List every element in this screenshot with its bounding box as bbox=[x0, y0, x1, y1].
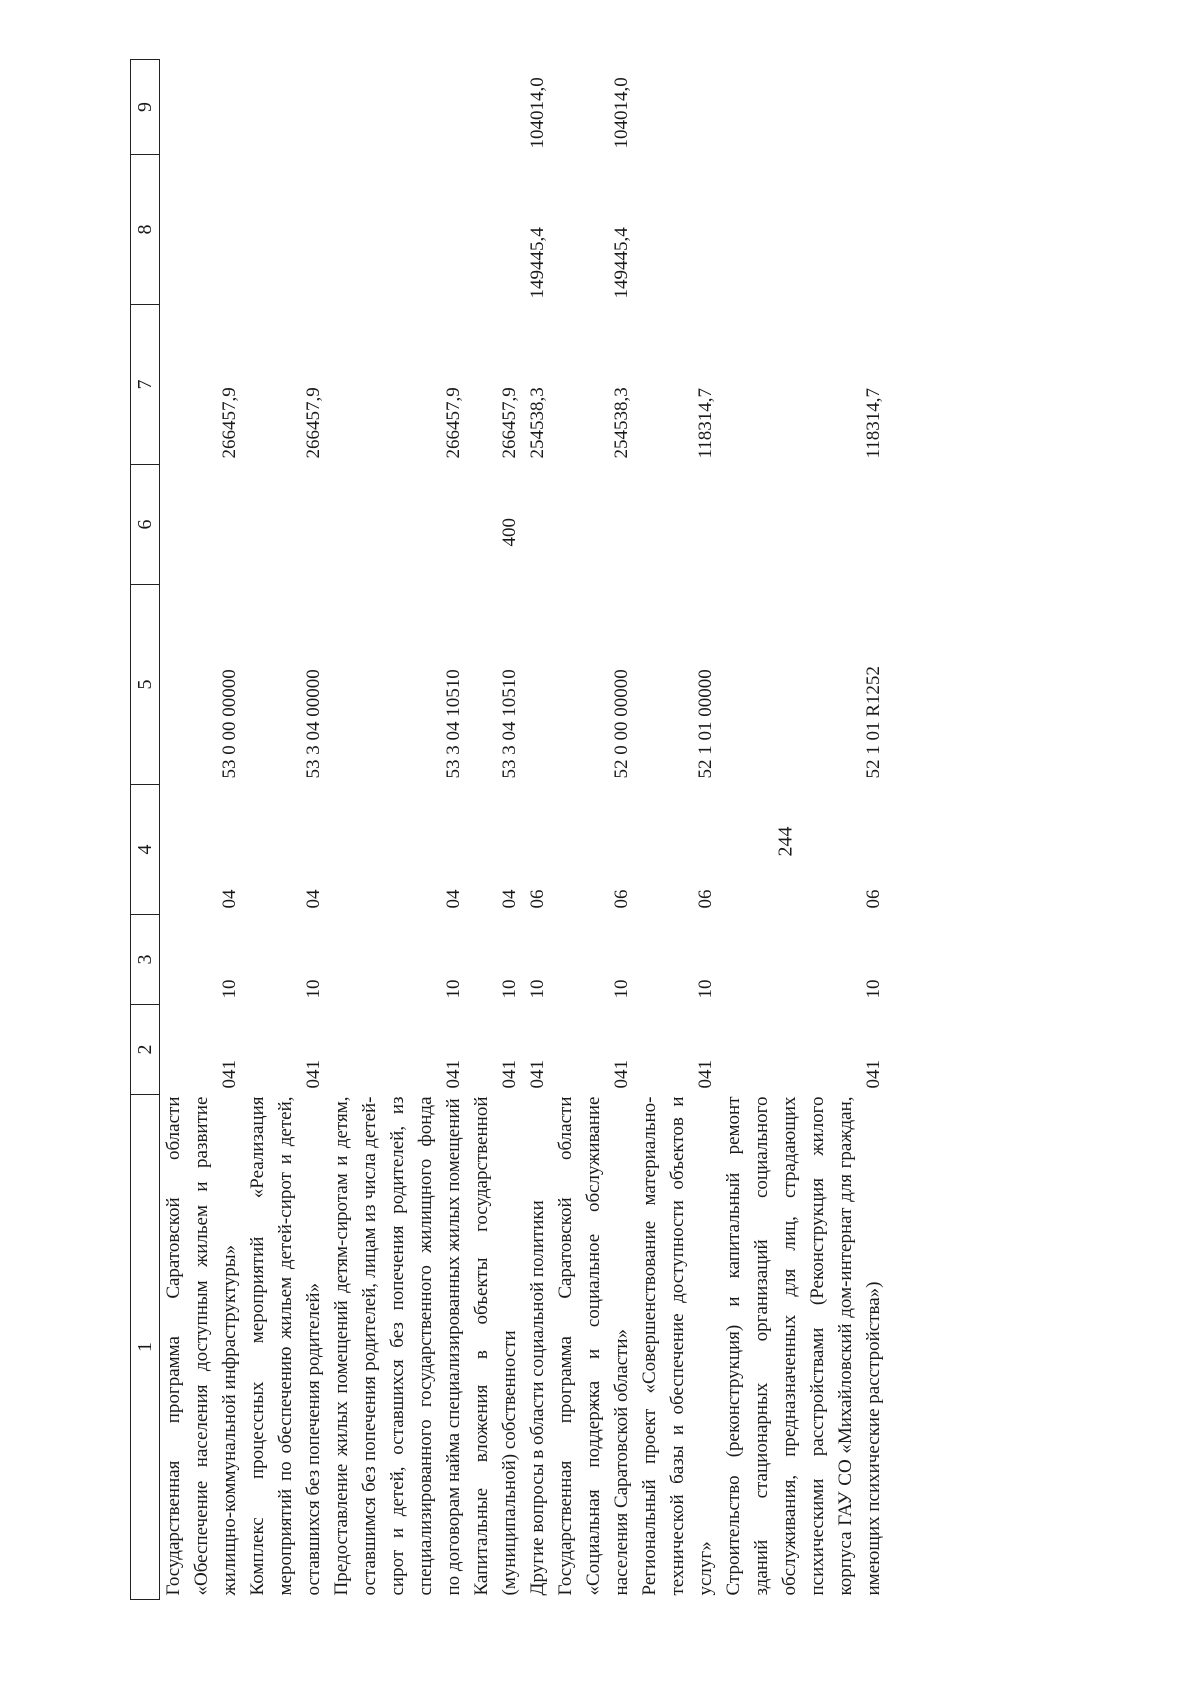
rotated-table-container bbox=[130, 60, 1100, 1600]
cell-subsection: 04 bbox=[303, 889, 324, 909]
page-number: 244 bbox=[774, 826, 797, 857]
cell-ministry-code: 041 bbox=[499, 1060, 520, 1089]
cell-amount-2 bbox=[160, 155, 245, 305]
row-description: Капитальные вложения в объекты государственной (муниципальной) собственности bbox=[471, 1096, 520, 1596]
cell-target-article: 53 3 04 10510 bbox=[499, 669, 520, 779]
row-description: Государственная программа Саратовской области «Социальная поддержка и социальное обслуживание населения Саратовской области» bbox=[555, 1096, 632, 1596]
column-header: 3 bbox=[131, 915, 160, 1005]
cell-amount-2: 149445,4 bbox=[527, 227, 548, 299]
cell-subsection: 06 bbox=[611, 889, 632, 909]
cell-target-article: 53 3 04 00000 bbox=[303, 669, 324, 779]
cell-target-article bbox=[524, 585, 552, 785]
column-header: 4 bbox=[131, 785, 160, 915]
cell-amount-1: 266457,9 bbox=[443, 387, 464, 459]
cell-subsection: 06 bbox=[863, 889, 884, 909]
cell-amount-1: 118314,7 bbox=[863, 387, 884, 459]
cell-section: 10 bbox=[303, 979, 324, 999]
cell-amount-3 bbox=[636, 60, 720, 155]
cell-expense-type bbox=[720, 465, 888, 585]
cell-ministry-code: 041 bbox=[443, 1060, 464, 1089]
row-description: Другие вопросы в области социальной политики bbox=[527, 1200, 548, 1596]
cell-ministry-code: 041 bbox=[863, 1060, 884, 1089]
cell-amount-1: 266457,9 bbox=[303, 387, 324, 459]
column-header: 9 bbox=[131, 60, 160, 155]
cell-subsection: 04 bbox=[499, 889, 520, 909]
cell-ministry-code: 041 bbox=[303, 1060, 324, 1089]
table-row bbox=[720, 60, 888, 1600]
cell-amount-3 bbox=[160, 60, 245, 155]
cell-ministry-code: 041 bbox=[527, 1060, 548, 1089]
cell-ministry-code: 041 bbox=[611, 1060, 632, 1089]
table-header-row bbox=[131, 60, 160, 1600]
cell-amount-3 bbox=[720, 60, 888, 155]
cell-subsection: 04 bbox=[443, 889, 464, 909]
cell-expense-type bbox=[524, 465, 552, 585]
cell-amount-3 bbox=[244, 60, 328, 155]
row-description: Региональный проект «Совершенствование материально-технической базы и обеспечение доступности объектов и услуг» bbox=[639, 1096, 716, 1596]
cell-target-article: 53 3 04 10510 bbox=[443, 669, 464, 779]
cell-section: 10 bbox=[611, 979, 632, 999]
cell-expense-type bbox=[244, 465, 328, 585]
cell-expense-type bbox=[552, 465, 636, 585]
cell-amount-2 bbox=[636, 155, 720, 305]
cell-amount-3 bbox=[468, 60, 524, 155]
table-row bbox=[468, 60, 524, 1600]
table-row bbox=[524, 60, 552, 1600]
cell-expense-type bbox=[328, 465, 468, 585]
row-description: Государственная программа Саратовской области «Обеспечение населения доступным жильем и развитие жилищно-коммунальной инфраструктуры» bbox=[163, 1096, 240, 1596]
column-header: 6 bbox=[131, 465, 160, 585]
cell-target-article: 52 1 01 00000 bbox=[695, 669, 716, 779]
cell-target-article: 53 0 00 00000 bbox=[219, 669, 240, 779]
cell-amount-2 bbox=[244, 155, 328, 305]
cell-ministry-code: 041 bbox=[219, 1060, 240, 1089]
cell-amount-3 bbox=[328, 60, 468, 155]
cell-amount-1: 266457,9 bbox=[219, 387, 240, 459]
cell-subsection: 04 bbox=[219, 889, 240, 909]
cell-amount-2 bbox=[468, 155, 524, 305]
cell-amount-2: 149445,4 bbox=[611, 227, 632, 299]
column-header: 5 bbox=[131, 585, 160, 785]
cell-section: 10 bbox=[527, 979, 548, 999]
column-header: 1 bbox=[131, 1095, 160, 1600]
column-header: 2 bbox=[131, 1005, 160, 1095]
cell-subsection: 06 bbox=[695, 889, 716, 909]
table-row bbox=[552, 60, 636, 1600]
cell-section: 10 bbox=[695, 979, 716, 999]
budget-table bbox=[130, 59, 888, 1600]
row-description: Комплекс процессных мероприятий «Реализация мероприятий по обеспечению жильем детей-сирот и детей, оставшихся без попечения родителей» bbox=[247, 1096, 324, 1596]
cell-target-article: 52 1 01 R1252 bbox=[863, 666, 884, 779]
cell-amount-1: 254538,3 bbox=[611, 387, 632, 459]
cell-ministry-code: 041 bbox=[695, 1060, 716, 1089]
cell-subsection: 06 bbox=[527, 889, 548, 909]
cell-section: 10 bbox=[499, 979, 520, 999]
table-row bbox=[636, 60, 720, 1600]
table-row bbox=[244, 60, 328, 1600]
cell-expense-type bbox=[160, 465, 245, 585]
cell-amount-2 bbox=[720, 155, 888, 305]
cell-expense-type: 400 bbox=[499, 518, 520, 547]
column-header: 7 bbox=[131, 305, 160, 465]
cell-amount-2 bbox=[328, 155, 468, 305]
cell-section: 10 bbox=[443, 979, 464, 999]
cell-expense-type bbox=[636, 465, 720, 585]
row-description: Строительство (реконструкция) и капитальный ремонт зданий стационарных организаций социального обслуживания, предназначенных для лиц, страдающих психическими расстройствами (Реконструкция жилого корпуса ГАУ СО «Михайловский дом-интернат для граждан, имеющих психические расстройства») bbox=[723, 1096, 884, 1596]
cell-target-article: 52 0 00 00000 bbox=[611, 669, 632, 779]
cell-amount-1: 254538,3 bbox=[527, 387, 548, 459]
table-row bbox=[160, 60, 245, 1600]
cell-section: 10 bbox=[863, 979, 884, 999]
column-header: 8 bbox=[131, 155, 160, 305]
cell-amount-1: 118314,7 bbox=[695, 387, 716, 459]
cell-section: 10 bbox=[219, 979, 240, 999]
cell-amount-3: 104014,0 bbox=[527, 77, 548, 149]
cell-amount-3: 104014,0 bbox=[611, 77, 632, 149]
cell-amount-1: 266457,9 bbox=[499, 387, 520, 459]
table-row bbox=[328, 60, 468, 1600]
row-description: Предоставление жилых помещений детям-сиротам и детям, оставшимся без попечения родителей, лицам из числа детей-сирот и детей, оставшихся без попечения родителей, из специализированного государственного жилищного фонда по договорам найма специализированных жилых помещений bbox=[331, 1096, 464, 1596]
